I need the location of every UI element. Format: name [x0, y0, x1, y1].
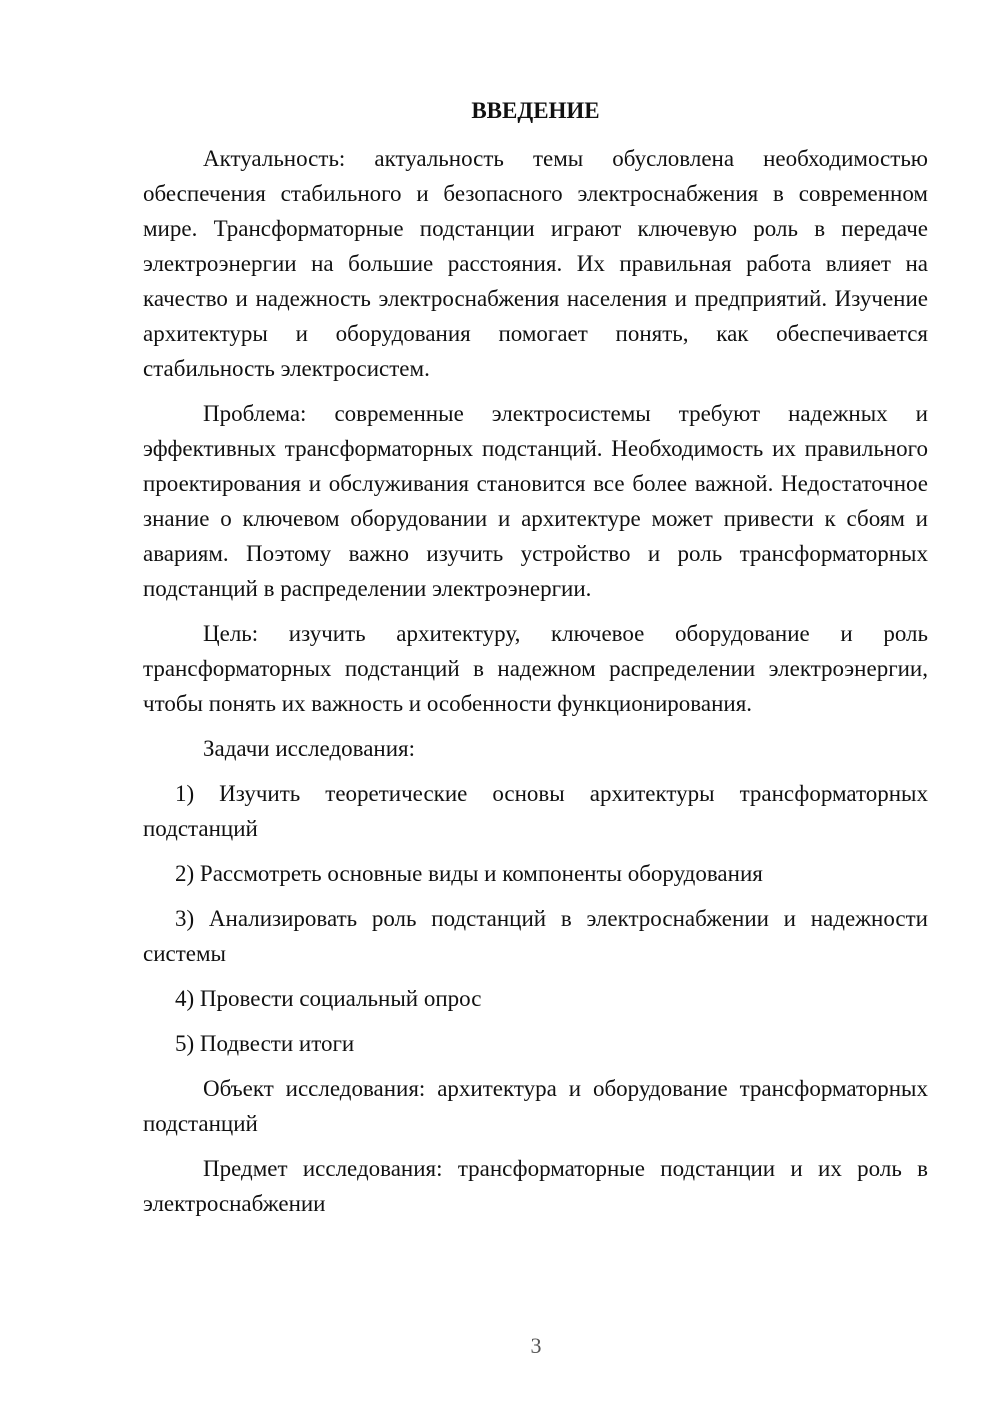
task-item: 3) Анализировать роль подстанций в электроснабжении и надежности системы: [143, 906, 928, 966]
research-subject-paragraph: Предмет исследования: трансформаторные подстанции и их роль в электроснабжении: [143, 1156, 928, 1216]
problem-paragraph: Проблема: современные электросистемы требуют надежных и эффективных трансформаторных подстанций. Необходимость их правильного проектирования и обслуживания становится все более важной. Недостаточное знание о ключевом оборудовании и архитектуре может привести к сбоям и авариям. Поэтому важно изучить устройство и роль трансформаторных подстанций в распределении электроэнергии.: [143, 401, 928, 601]
task-item: 4) Провести социальный опрос: [175, 986, 482, 1011]
tasks-heading: Задачи исследования:: [203, 736, 416, 761]
research-object-paragraph: Объект исследования: архитектура и оборудование трансформаторных подстанций: [143, 1076, 928, 1136]
task-item: 5) Подвести итоги: [175, 1031, 355, 1056]
page-content: [143, 96, 928, 1231]
relevance-paragraph: Актуальность: актуальность темы обусловлена необходимостью обеспечения стабильного и безопасного электроснабжения в современном мире. Трансформаторные подстанции играют ключевую роль в передаче электроэнергии на большие расстояния. Их правильная работа влияет на качество и надежность электроснабжения населения и предприятий. Изучение архитектуры и оборудования помогает понять, как обеспечивается стабильность электросистем.: [143, 146, 928, 381]
goal-paragraph: Цель: изучить архитектуру, ключевое оборудование и роль трансформаторных подстанций в надежном распределении электроэнергии, чтобы понять их важность и особенности функционирования.: [143, 621, 928, 716]
page-number: 3: [530, 1333, 542, 1358]
page-title: ВВЕДЕНИЕ: [471, 98, 600, 123]
task-item: 1) Изучить теоретические основы архитектуры трансформаторных подстанций: [143, 781, 928, 841]
task-item: 2) Рассмотреть основные виды и компоненты оборудования: [175, 861, 763, 886]
